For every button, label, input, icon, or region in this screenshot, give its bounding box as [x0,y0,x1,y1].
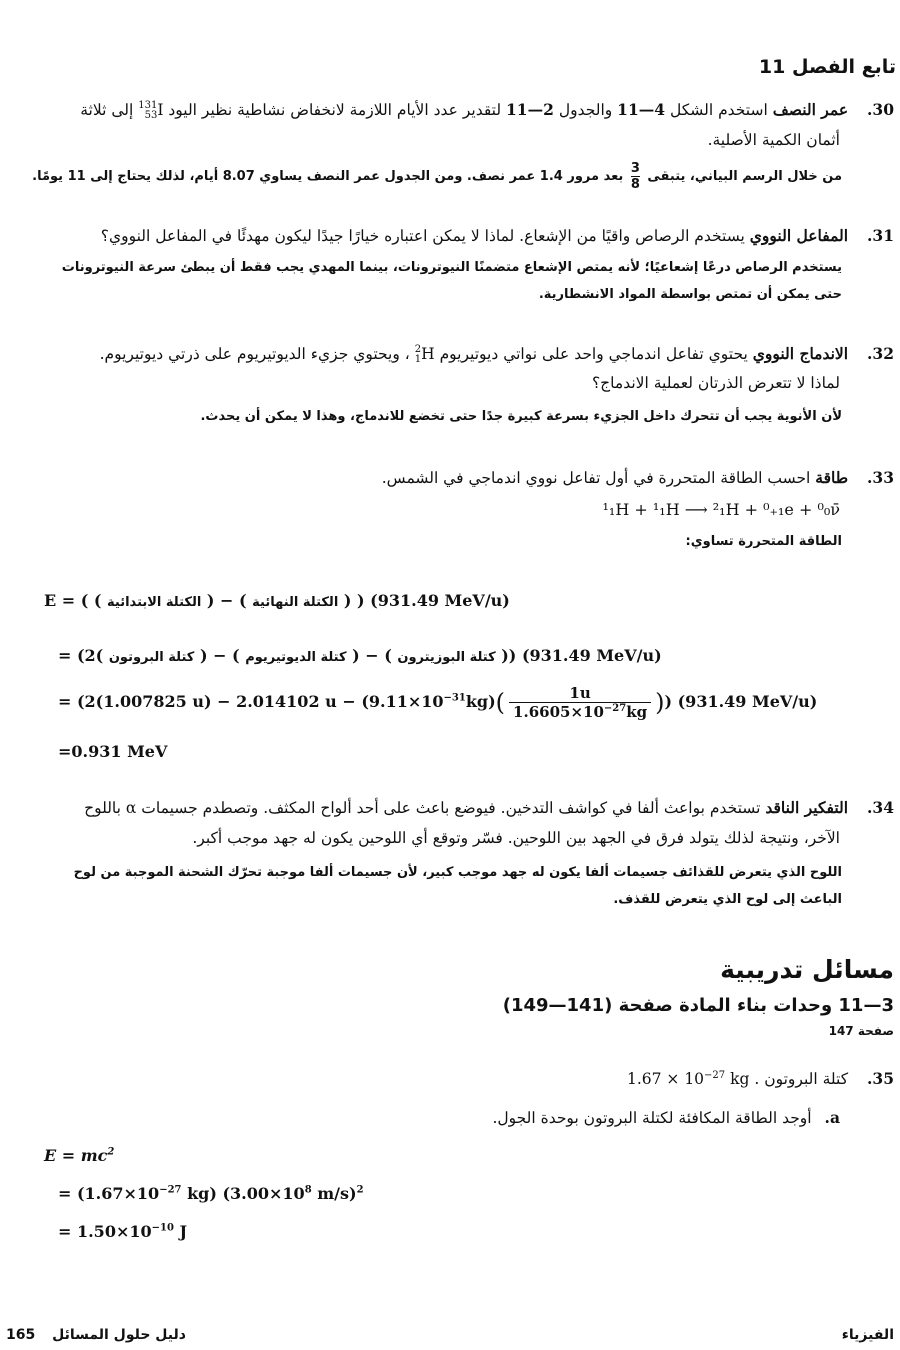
question-keyword: التفكير الناقد [765,798,849,817]
question-31 [2,223,894,249]
equation-line-4: =0.931 MeV [58,742,168,761]
question-34-line2: الآخر، ونتيجة لذلك يتولد فرق في الجهد بين اللوحين. فسّر وتوقع أي اللوحين يكون له جهد موجب أكبر. [192,829,840,847]
question-keyword: الاندماج النووي [752,344,849,363]
part-text: أوجد الطاقة المكافئة لكتلة البروتون بوحدة الجول. [492,1109,812,1127]
question-text: كتلة البروتون [764,1070,849,1089]
section-title: مسائل تدريبية [720,955,894,984]
footer-left [6,1327,186,1343]
chapter-heading: تابع الفصل 11 [758,56,896,78]
question-text: ، ويحتوي جزيء الديوتيريوم على ذرتي ديوتيريوم. [99,345,410,363]
part-a [2,1105,840,1131]
footer-subject: الفيزياء [841,1327,894,1343]
equation-line-1: E = ( ( الكتلة الابتدائية ) − ( الكتلة النهائية ) ) (931.49 MeV/u) [44,591,510,610]
question-number: 33. [867,468,894,487]
isotope-symbol: 131 53 I [138,100,164,121]
question-30 [2,97,894,123]
question-keyword: عمر النصف [772,100,849,119]
question-text: يستخدم الرصاص واقيًا من الإشعاع. لماذا لا يمكن اعتباره خيارًا جيدًا ليكون مهدئًا في المفاعل النووي؟ [100,227,745,245]
question-number: 30. [867,100,894,119]
answer-34-line2: الباعث إلى لوح الذي يتعرض للقذف. [613,892,842,907]
question-32 [2,341,894,367]
question-32-line2: لماذا لا تتعرض الذرتان لعملية الاندماج؟ [591,374,840,392]
equation-emc2: $E = mc^2$ [44,1146,115,1165]
question-33 [2,465,894,491]
question-34 [2,795,894,821]
question-text: احسب الطاقة المتحررة في أول تفاعل نووي اندماجي في الشمس. [381,469,811,487]
equation-result: = $1.50\times 10^{-10}$ J [58,1222,188,1241]
reaction-equation: ¹₁H + ¹₁H ⟶ ²₁H + ⁰₊₁e + ⁰₀ν̄ [602,500,840,519]
question-text: والجدول [558,101,613,119]
answer-33-label: الطاقة المتحررة تساوي: [685,534,842,549]
footer-book-title: دليل حلول المسائل [52,1327,186,1343]
question-number: 34. [867,798,894,817]
question-text: يحتوي تفاعل اندماجي واحد على نواتي ديوتيريوم [439,345,748,363]
question-number: 31. [867,226,894,245]
page-reference: صفحة 147 [828,1024,894,1038]
equation-line-2: = (2( كتلة البروتون ) − ( كتلة الديوتيريوم ) − ( كتلة البوزيترون )) (931.49 MeV/u) [58,646,662,665]
answer-32: لأن الأنوية يجب أن تتحرك داخل الجزيء بسرعة كبيرة جدًا حتى تخضع للاندماج، وهذا لا يمكن أن يحدث. [200,409,842,424]
question-text: استخدم الشكل [669,101,768,119]
figure-ref: 4—11 [617,100,666,119]
question-35 [2,1063,894,1092]
page-number: 165 [6,1327,36,1343]
answer-30 [2,161,842,192]
part-label: a. [824,1108,840,1127]
answer-31-line2: حتى يمكن أن تمتص بواسطة المواد الانشطارية. [538,287,842,302]
answer-text: بعد مرور 1.4 عمر نصف. ومن الجدول عمر النصف يساوي 8.07 أيام، لذلك يحتاج إلى 11 يومًا. [32,169,624,184]
question-keyword: طاقة [815,468,849,487]
question-text: تستخدم بواعث ألفا في كواشف التدخين. فيوضع باعث على أحد ألواح المكثف. وتصطدم جسيمات α باللوح [84,799,761,817]
isotope-symbol: 2 1H [414,344,435,365]
answer-31-line1: يستخدم الرصاص درعًا إشعاعيًا؛ لأنه يمتص الإشعاع متضمنًا النيوترونات، بينما المهدي يجب فقط أن يبطئ سرعة النيوترونات [61,260,842,275]
question-text: لتقدير عدد الأيام اللازمة لانخفاض نشاطية نظير اليود [168,101,502,119]
proton-mass-value: $1.67 \times 10^{-27}$ kg . [626,1070,760,1089]
answer-34-line1: اللوح الذي يتعرض للقذائف جسيمات ألفا يكون له جهد موجب كبير، لأن جسيمات ألفا موجبة تحرّك الشحنة الموجبة من لوح [73,865,842,880]
fraction: $\frac{3}{8}$ [630,161,640,192]
question-30-line2: أثمان الكمية الأصلية. [707,131,840,149]
section-subtitle: 3—11 وحدات بناء المادة صفحة (141—149) [502,995,894,1016]
answer-text: من خلال الرسم البياني، يتبقى [647,169,842,184]
question-number: 32. [867,344,894,363]
question-number: 35. [867,1069,894,1089]
equation-substitution: = ($1.67\times 10^{-27}$ kg) ($3.00\times 10^8$ m/s)$^2$ [58,1184,364,1203]
equation-line-3: = (2(1.007825 u) − 2.014102 $u - (9.11\times 10^{-31}kg)$( $\frac{1u}{1.6605\times 10^{-27}kg}$ )) (931.49 MeV/u) [58,684,818,721]
unit-fraction: $\frac{1u}{1.6605\times 10^{-27}kg}$ [509,684,651,721]
question-text: إلى ثلاثة [80,101,134,119]
question-keyword: المفاعل النووي [749,226,849,245]
table-ref: 2—11 [506,100,554,119]
